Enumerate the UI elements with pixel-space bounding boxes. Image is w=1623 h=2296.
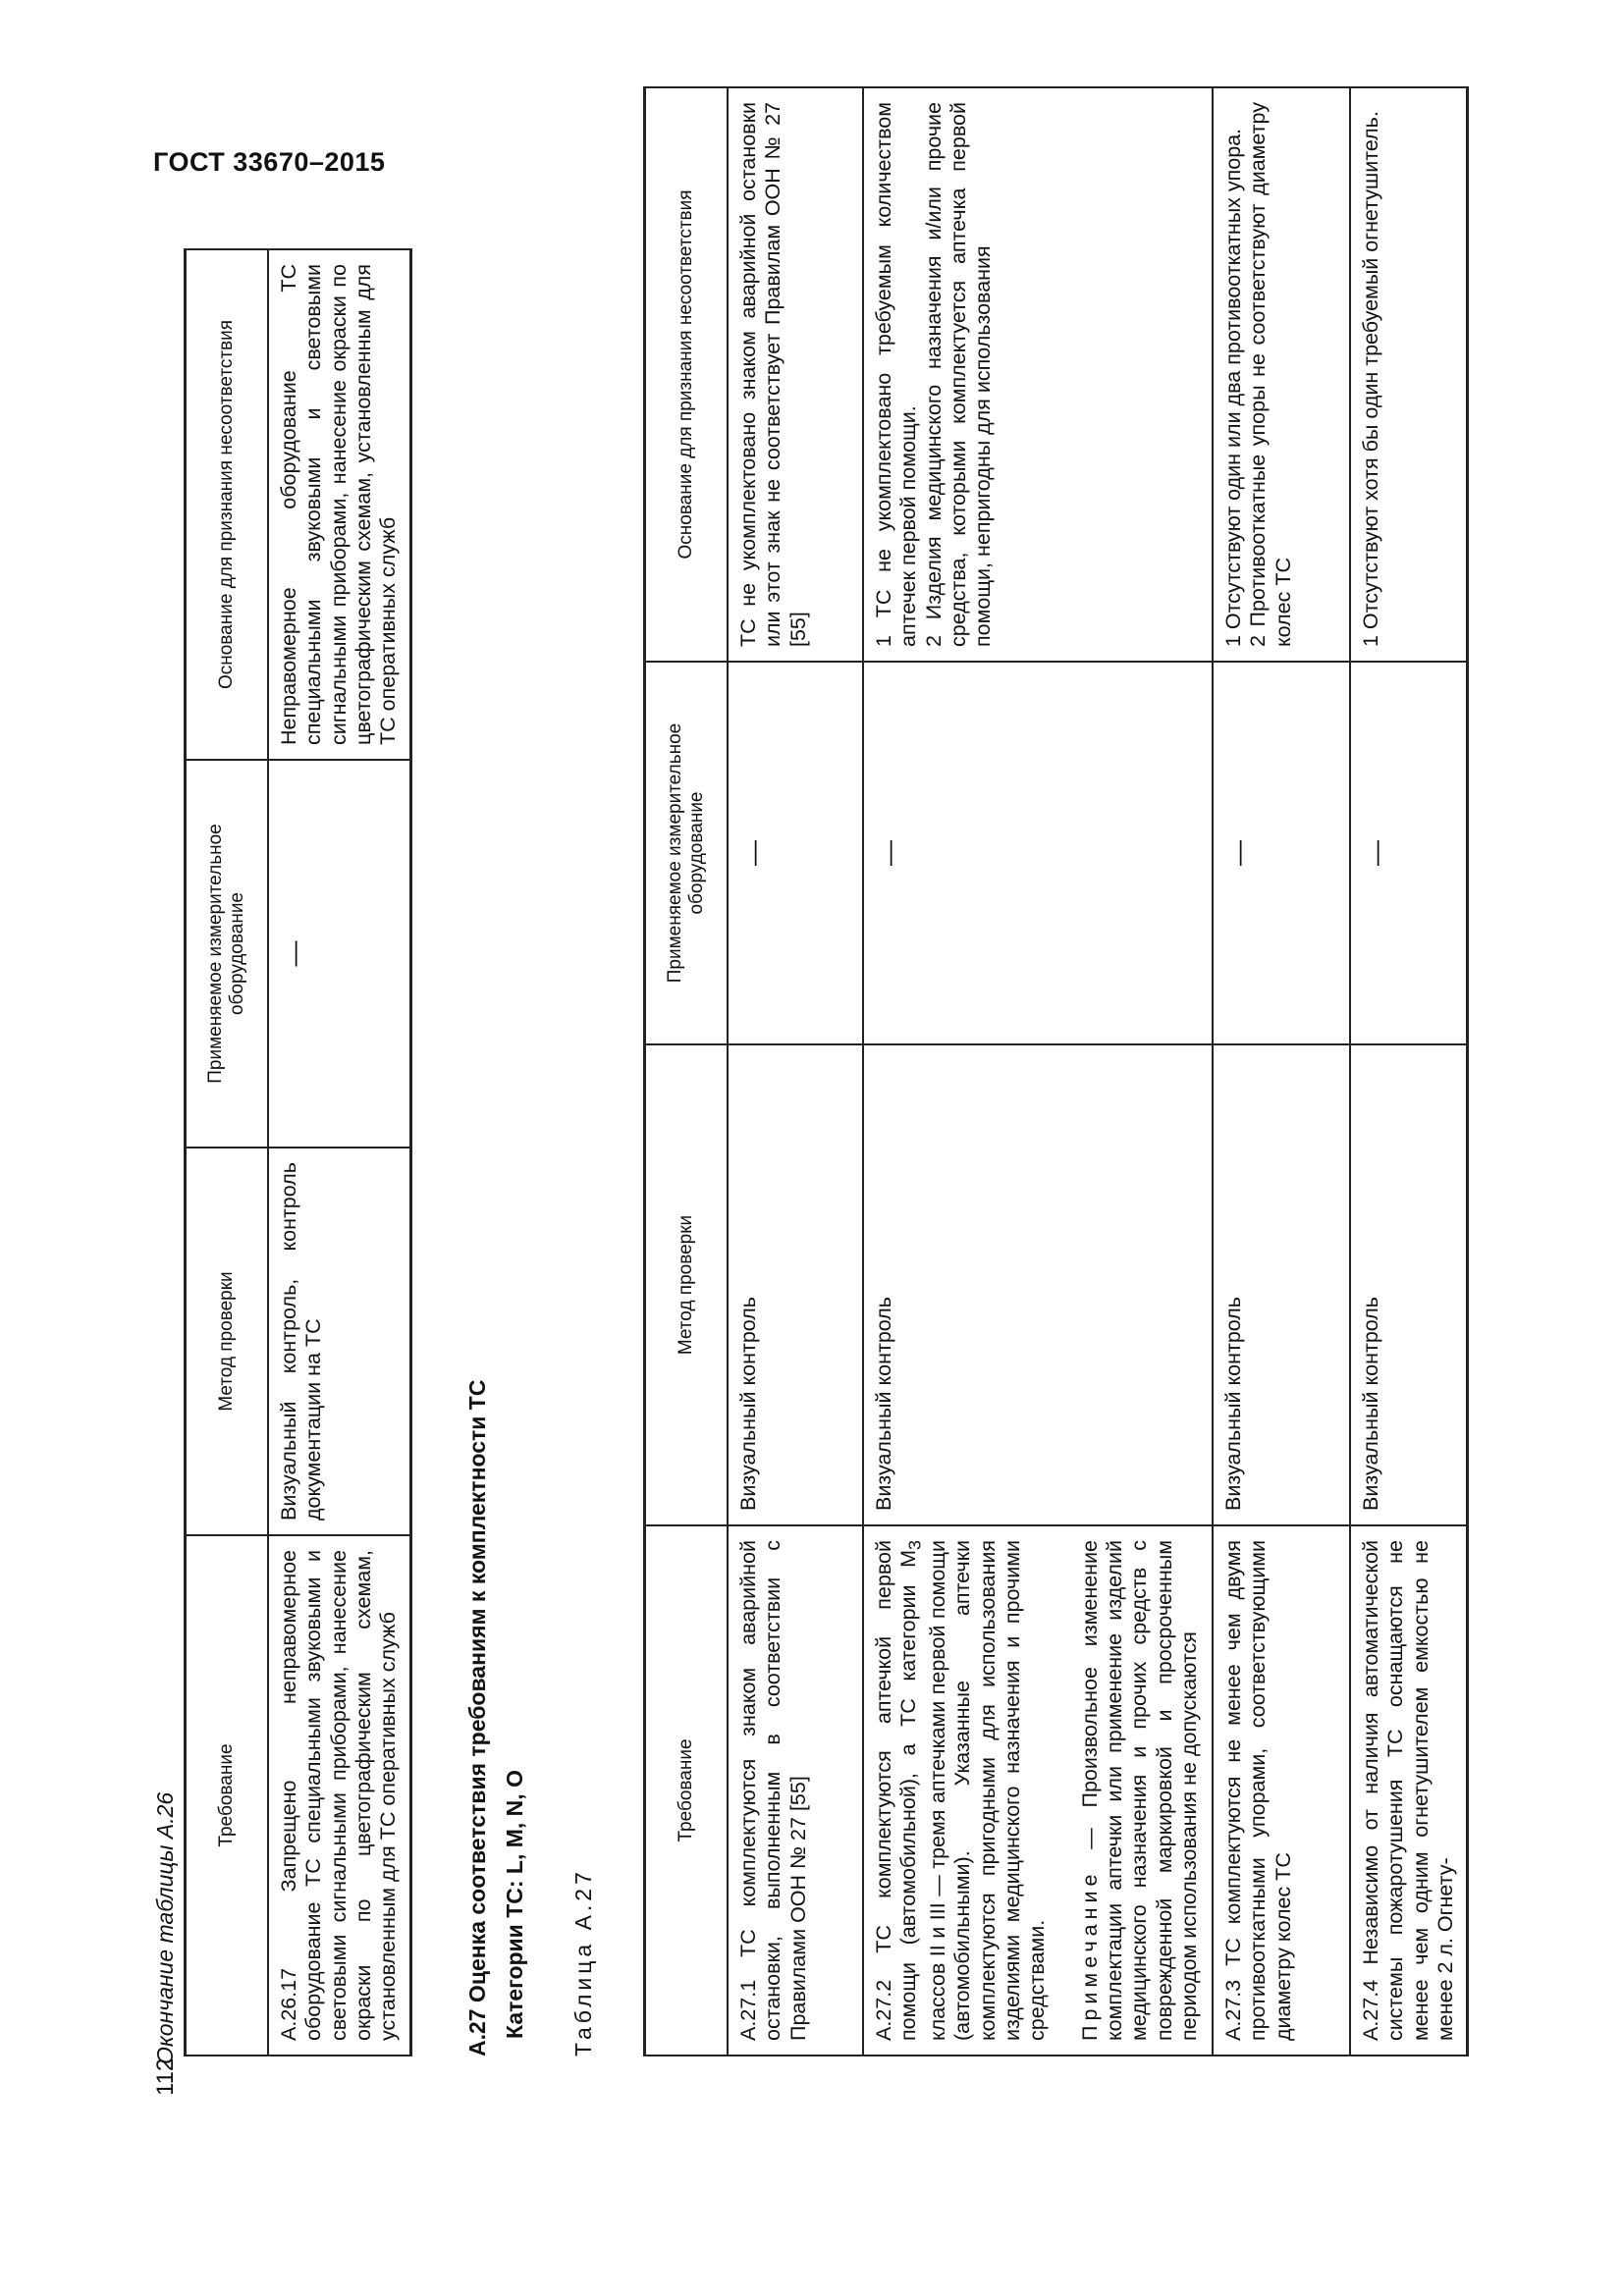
requirement-cell: [863, 1525, 1213, 2056]
method-cell: Визуальный контроль, контроль документации на ТС: [268, 1148, 410, 1535]
table-row: [1213, 87, 1350, 2056]
column-header: Основание для признания несоответствия: [645, 87, 729, 662]
table-label: Таблица А.27: [570, 1868, 596, 2056]
column-header: Основание для признания несоответствия: [186, 249, 269, 760]
column-header: Метод проверки: [645, 1044, 729, 1525]
requirement-cell: А.26.17 Запрещено неправомерное оборудование ТС специальными звуковыми и световыми сигнальными приборами, нанесение окраски по цветографическим схемам, установленным для ТС оперативных служб: [268, 1535, 410, 2056]
requirement-cell: А.27.1 ТС комплектуются знаком аварийной остановки, выполненным в соответствии с Правилами ООН № 27 [55]: [728, 1525, 863, 2056]
column-header: Требование: [186, 1535, 269, 2056]
vehicle-categories: Категории ТС: L, M, N, O: [502, 1770, 527, 2039]
column-header: Применяемое измерительное оборудование: [186, 760, 269, 1148]
column-header: Применяемое измерительное оборудование: [645, 662, 729, 1044]
equipment-cell: —: [728, 662, 863, 1044]
equipment-cell: —: [268, 760, 410, 1148]
page-number: 112: [152, 2057, 179, 2096]
table-a27: [643, 86, 1469, 2056]
method-cell: Визуальный контроль: [1213, 1044, 1350, 1525]
basis-cell: Неправомерное оборудование ТС специальными звуковыми и световыми сигнальными приборами, нанесение окраски по цветографическим схемам, установленным для ТС оперативных служб: [268, 249, 410, 760]
table-a26-header-row: [186, 249, 269, 2056]
table-continuation-caption: Окончание таблицы А.26: [152, 1791, 178, 2064]
table-a26: [184, 248, 412, 2056]
section-title: А.27 Оценка соответствия требованиям к комплектности ТС: [464, 1379, 490, 2056]
basis-item: 1 ТС не укомплектовано требуемым количеством аптечек первой помощи.: [872, 102, 921, 647]
basis-cell: [1213, 87, 1350, 662]
table-row: [728, 87, 863, 2056]
equipment-cell: —: [1350, 662, 1468, 1044]
column-header: Требование: [645, 1525, 729, 2056]
basis-item: 2 Изделия медицинского назначения и/или прочие средства, которыми комплектуется аптечка первой помощи, непригодны для использования: [921, 102, 996, 647]
table-row: [863, 87, 1213, 2056]
basis-cell: [863, 87, 1213, 662]
requirement-text: А.27.2 ТС комплектуются аптечкой первой помощи (автомобильной), а ТС категории $М_3$ классов II и III — тремя аптечками первой помощи (автомобильными). Указанные аптечки комплектуются пригодными для использования изделиями медицинского назначения и прочими средствами.: [872, 1540, 1050, 2041]
requirement-cell: А.27.4 Независимо от наличия автоматической системы пожаротушения ТС оснащаются не менее чем одним огнетушителем емкостью не менее 2 л. Огнету-: [1350, 1525, 1468, 2056]
standard-header: ГОСТ 33670–2015: [153, 147, 386, 177]
basis-cell: 1 Отсутствуют хотя бы один требуемый огнетушитель.: [1350, 87, 1468, 662]
basis-cell: ТС не укомплектовано знаком аварийной остановки или этот знак не соответствует Правилам ООН № 27 [55]: [728, 87, 863, 662]
requirement-cell: А.27.3 ТС комплектуются не менее чем двумя противооткатными упорами, соответствующими диаметру колес ТС: [1213, 1525, 1350, 2056]
rotated-page-content: [152, 98, 1468, 2096]
table-a27-header-row: [645, 87, 729, 2056]
method-cell: Визуальный контроль: [728, 1044, 863, 1525]
table-row: [1350, 87, 1468, 2056]
column-header: Метод проверки: [186, 1148, 269, 1535]
requirement-note: Примечание — Произвольное изменение комплектации аптечки или применение изделий медицинского назначения и прочих средств с поврежденной маркировкой и просроченным периодом использования не допускаются: [1077, 1540, 1202, 2041]
method-cell: Визуальный контроль: [863, 1044, 1213, 1525]
basis-item: 2 Противооткатные упоры не соответствуют диаметру колес ТС: [1246, 102, 1295, 647]
basis-item: 1 Отсутствуют один или два противооткатных упора.: [1221, 128, 1245, 647]
method-cell: Визуальный контроль: [1350, 1044, 1468, 1525]
equipment-cell: —: [863, 662, 1213, 1044]
equipment-cell: —: [1213, 662, 1350, 1044]
table-row: [268, 249, 410, 2056]
